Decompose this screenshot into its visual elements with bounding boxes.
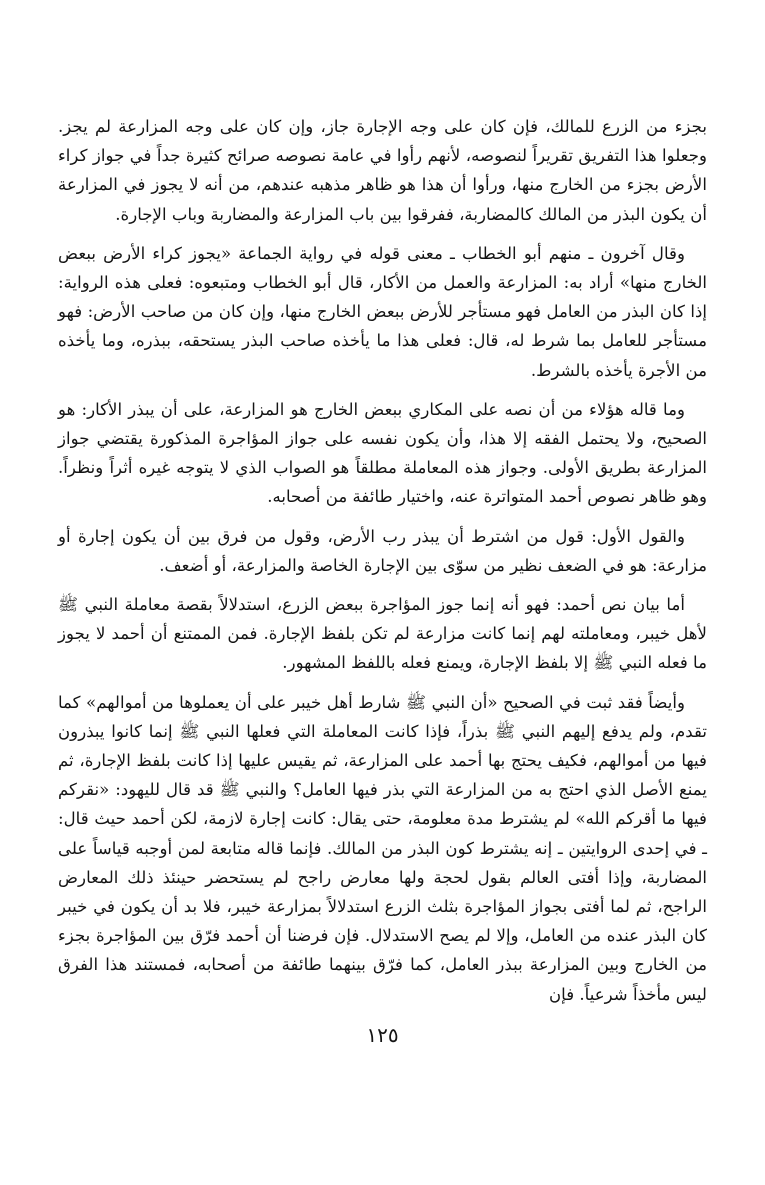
paragraph-2: وقال آخرون ـ منهم أبو الخطاب ـ معنى قوله في رواية الجماعة «يجوز كراء الأرض ببعض الخارج منها» أراد به: المزارعة والعمل من الأكار، قال أبو الخطاب ومتبعوه: فعلى هذه الرواية: إذا كان البذر من العامل فهو مستأجر للأرض ببعض الخارج منها، وإن كان من صاحب الأرض: فهو مستأجر للعامل بما شرط له، قال: فعلى هذا ما يأخذه صاحب البذر يستحقه، ببذره، وما يأخذه من الأجرة يأخذه بالشرط. [58, 243, 707, 380]
paragraph-5: أما بيان نص أحمد: فهو أنه إنما جوز المؤاجرة ببعض الزرع، استدلالاً بقصة معاملة النبي ﷺ لأهل خيبر، ومعاملته لهم إنما كانت مزارعة لم تكن بلفظ الإجارة. فمن الممتنع أن أحمد لا يجوز ما فعله النبي ﷺ إلا بلفظ الإجارة، ويمنع فعله باللفظ المشهور. [58, 595, 707, 673]
paragraph-6: وأيضاً فقد ثبت في الصحيح «أن النبي ﷺ شارط أهل خيبر على أن يعملوها من أموالهم» كما تقدم، ولم يدفع إليهم النبي ﷺ بذراً، فإذا كانت المعاملة التي فعلها النبي ﷺ إنما كانوا يبذرون فيها من أموالهم، فكيف يحتج بها أحمد على المزارعة، ثم يقيس عليها إذا كانت بلفظ الإجارة، ثم يمنع الأصل الذي احتج به من المزارعة التي بذر فيها العامل؟ والنبي ﷺ قد قال لليهود: «نقركم فيها ما أقركم الله» لم يشترط مدة معلومة، حتى يقال: كانت إجارة لازمة، لكن أحمد حيث قال: ـ في إحدى الروايتين ـ إنه يشترط كون البذر من المالك. فإنما قاله متابعة لمن أوجبه قياساً على المضاربة، وإذا أفتى العالم بقول لحجة ولها معارض راجح لم يستحضر حينئذ ذلك المعارض الراجح، ثم لما أفتى بجواز المؤاجرة بثلث الزرع استدلالاً بمزارعة خيبر، فلا بد أن يكون في خيبر كان البذر عنده من العامل، وإلا لم يصح الاستدلال. فإن فرضنا أن أحمد فرّق بين المؤاجرة بجزء من الخارج وبين المزارعة ببذر العامل، كما فرّق بينهما طائفة من أصحابه، فمستند هذا الفرق ليس مأخذاً شرعياً. فإن [58, 692, 707, 1004]
paragraph-3: وما قاله هؤلاء من أن نصه على المكاري ببعض الخارج هو المزارعة، على أن يبذر الأكار: هو الصحيح، ولا يحتمل الفقه إلا هذا، وأن يكون نفسه على جواز المؤاجرة المذكورة يقتضي جواز المزارعة بطريق الأولى. وجواز هذه المعاملة مطلقاً هو الصواب الذي لا يتوجه غيره أثراً ونظراً. وهو ظاهر نصوص أحمد المتواترة عنه، واختيار طائفة من أصحابه. [58, 399, 707, 507]
paragraph-4: والقول الأول: قول من اشترط أن يبذر رب الأرض، وقول من فرق بين أن يكون إجارة أو مزارعة: هو في الضعف نظير من سوّى بين الإجارة الخاصة والمزارعة، أو أضعف. [58, 526, 707, 575]
page-number: ١٢٥ [366, 1023, 399, 1047]
paragraph-1: بجزء من الزرع للمالك، فإن كان على وجه الإجارة جاز، وإن كان على وجه المزارعة لم يجز. وجعلوا هذا التفريق تقريراً لنصوصه، لأنهم رأوا في عامة نصوصه صرائح كثيرة جداً في جواز كراء الأرض بجزء من الخارج منها، ورأوا أن هذا هو ظاهر مذهبه عندهم، من أنه لا يجوز في المزارعة أن يكون البذر من المالك كالمضاربة، ففرقوا بين باب المزارعة والمضاربة وباب الإجارة. [58, 117, 707, 224]
